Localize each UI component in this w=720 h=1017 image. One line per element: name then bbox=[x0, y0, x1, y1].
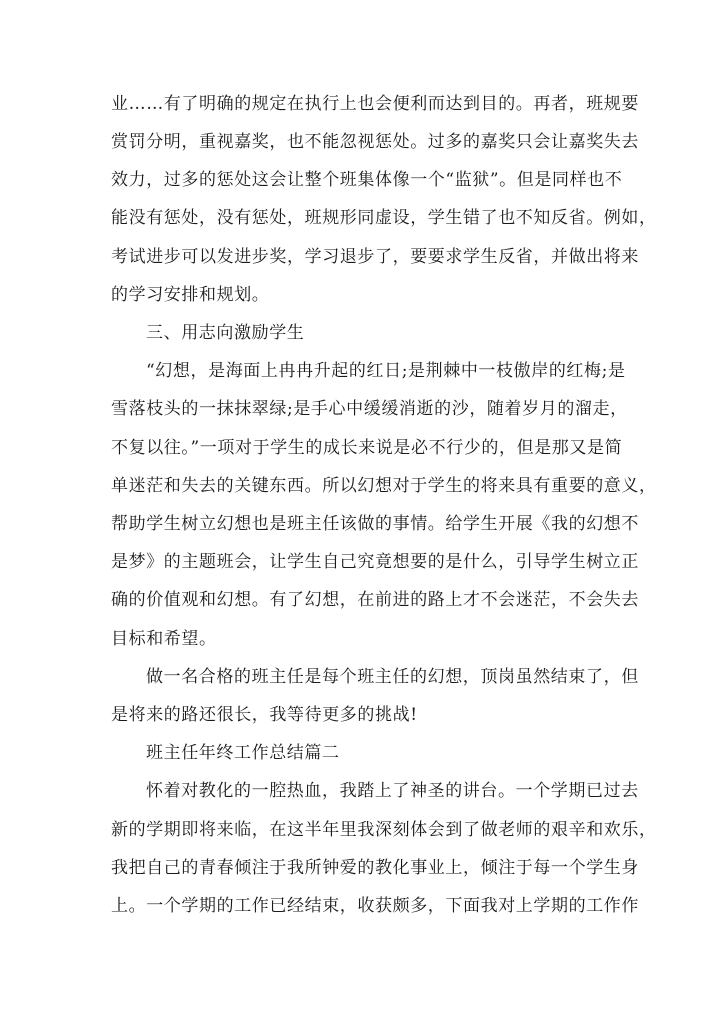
text-line: 我把自己的青春倾注于我所钟爱的教化事业上，倾注于每一个学生身 bbox=[111, 858, 639, 878]
text-line: 是梦》的主题班会，让学生自己究竟想要的是什么，引导学生树立正 bbox=[111, 552, 639, 572]
text-line: 雪落枝头的一抹抹翠绿;是手心中缓缓消逝的沙，随着岁月的溜走， bbox=[111, 399, 628, 419]
text-line: 考试进步可以发进步奖，学习退步了，要要求学生反省，并做出将来 bbox=[111, 247, 639, 267]
text-line: 业……有了明确的规定在执行上也会便利而达到目的。再者，班规要 bbox=[111, 94, 639, 114]
text-line: 帮助学生树立幻想也是班主任该做的事情。给学生开展《我的幻想不 bbox=[111, 514, 639, 534]
section-heading: 班主任年终工作总结篇二 bbox=[146, 743, 340, 763]
text-line: 的学习安排和规划。 bbox=[111, 285, 270, 305]
text-line: 怀着对教化的一腔热血，我踏上了神圣的讲台。一个学期已过去 bbox=[146, 781, 639, 801]
text-line: 是将来的路还很长，我等待更多的挑战! bbox=[111, 705, 418, 725]
text-line: 效力，过多的惩处这会让整个班集体像一个“监狱”。但是同样也不 bbox=[111, 170, 623, 190]
text-line: “幻想，是海面上冉冉升起的红日;是荆棘中一枝傲岸的红梅;是 bbox=[146, 361, 626, 381]
text-line: 赏罚分明，重视嘉奖，也不能忽视惩处。过多的嘉奖只会让嘉奖失去 bbox=[111, 132, 639, 152]
text-line: 不复以往。”一项对于学生的成长来说是必不行少的，但是那又是简 bbox=[111, 438, 623, 458]
text-line: 做一名合格的班主任是每个班主任的幻想，顶岗虽然结束了，但 bbox=[146, 667, 639, 687]
text-line: 能没有惩处，没有惩处，班规形同虚设，学生错了也不知反省。例如， bbox=[111, 208, 657, 228]
text-line: 单迷茫和失去的关键东西。所以幻想对于学生的将来具有重要的意义， bbox=[111, 476, 657, 496]
text-line: 确的价值观和幻想。有了幻想，在前进的路上才不会迷茫，不会失去 bbox=[111, 590, 639, 610]
text-line: 新的学期即将来临，在这半年里我深刻体会到了做老师的艰辛和欢乐， bbox=[111, 820, 657, 840]
section-heading: 三、用志向激励学生 bbox=[146, 323, 305, 343]
text-line: 上。一个学期的工作已经结束，收获颇多，下面我对上学期的工作作 bbox=[111, 896, 639, 916]
text-line: 目标和希望。 bbox=[111, 629, 217, 649]
